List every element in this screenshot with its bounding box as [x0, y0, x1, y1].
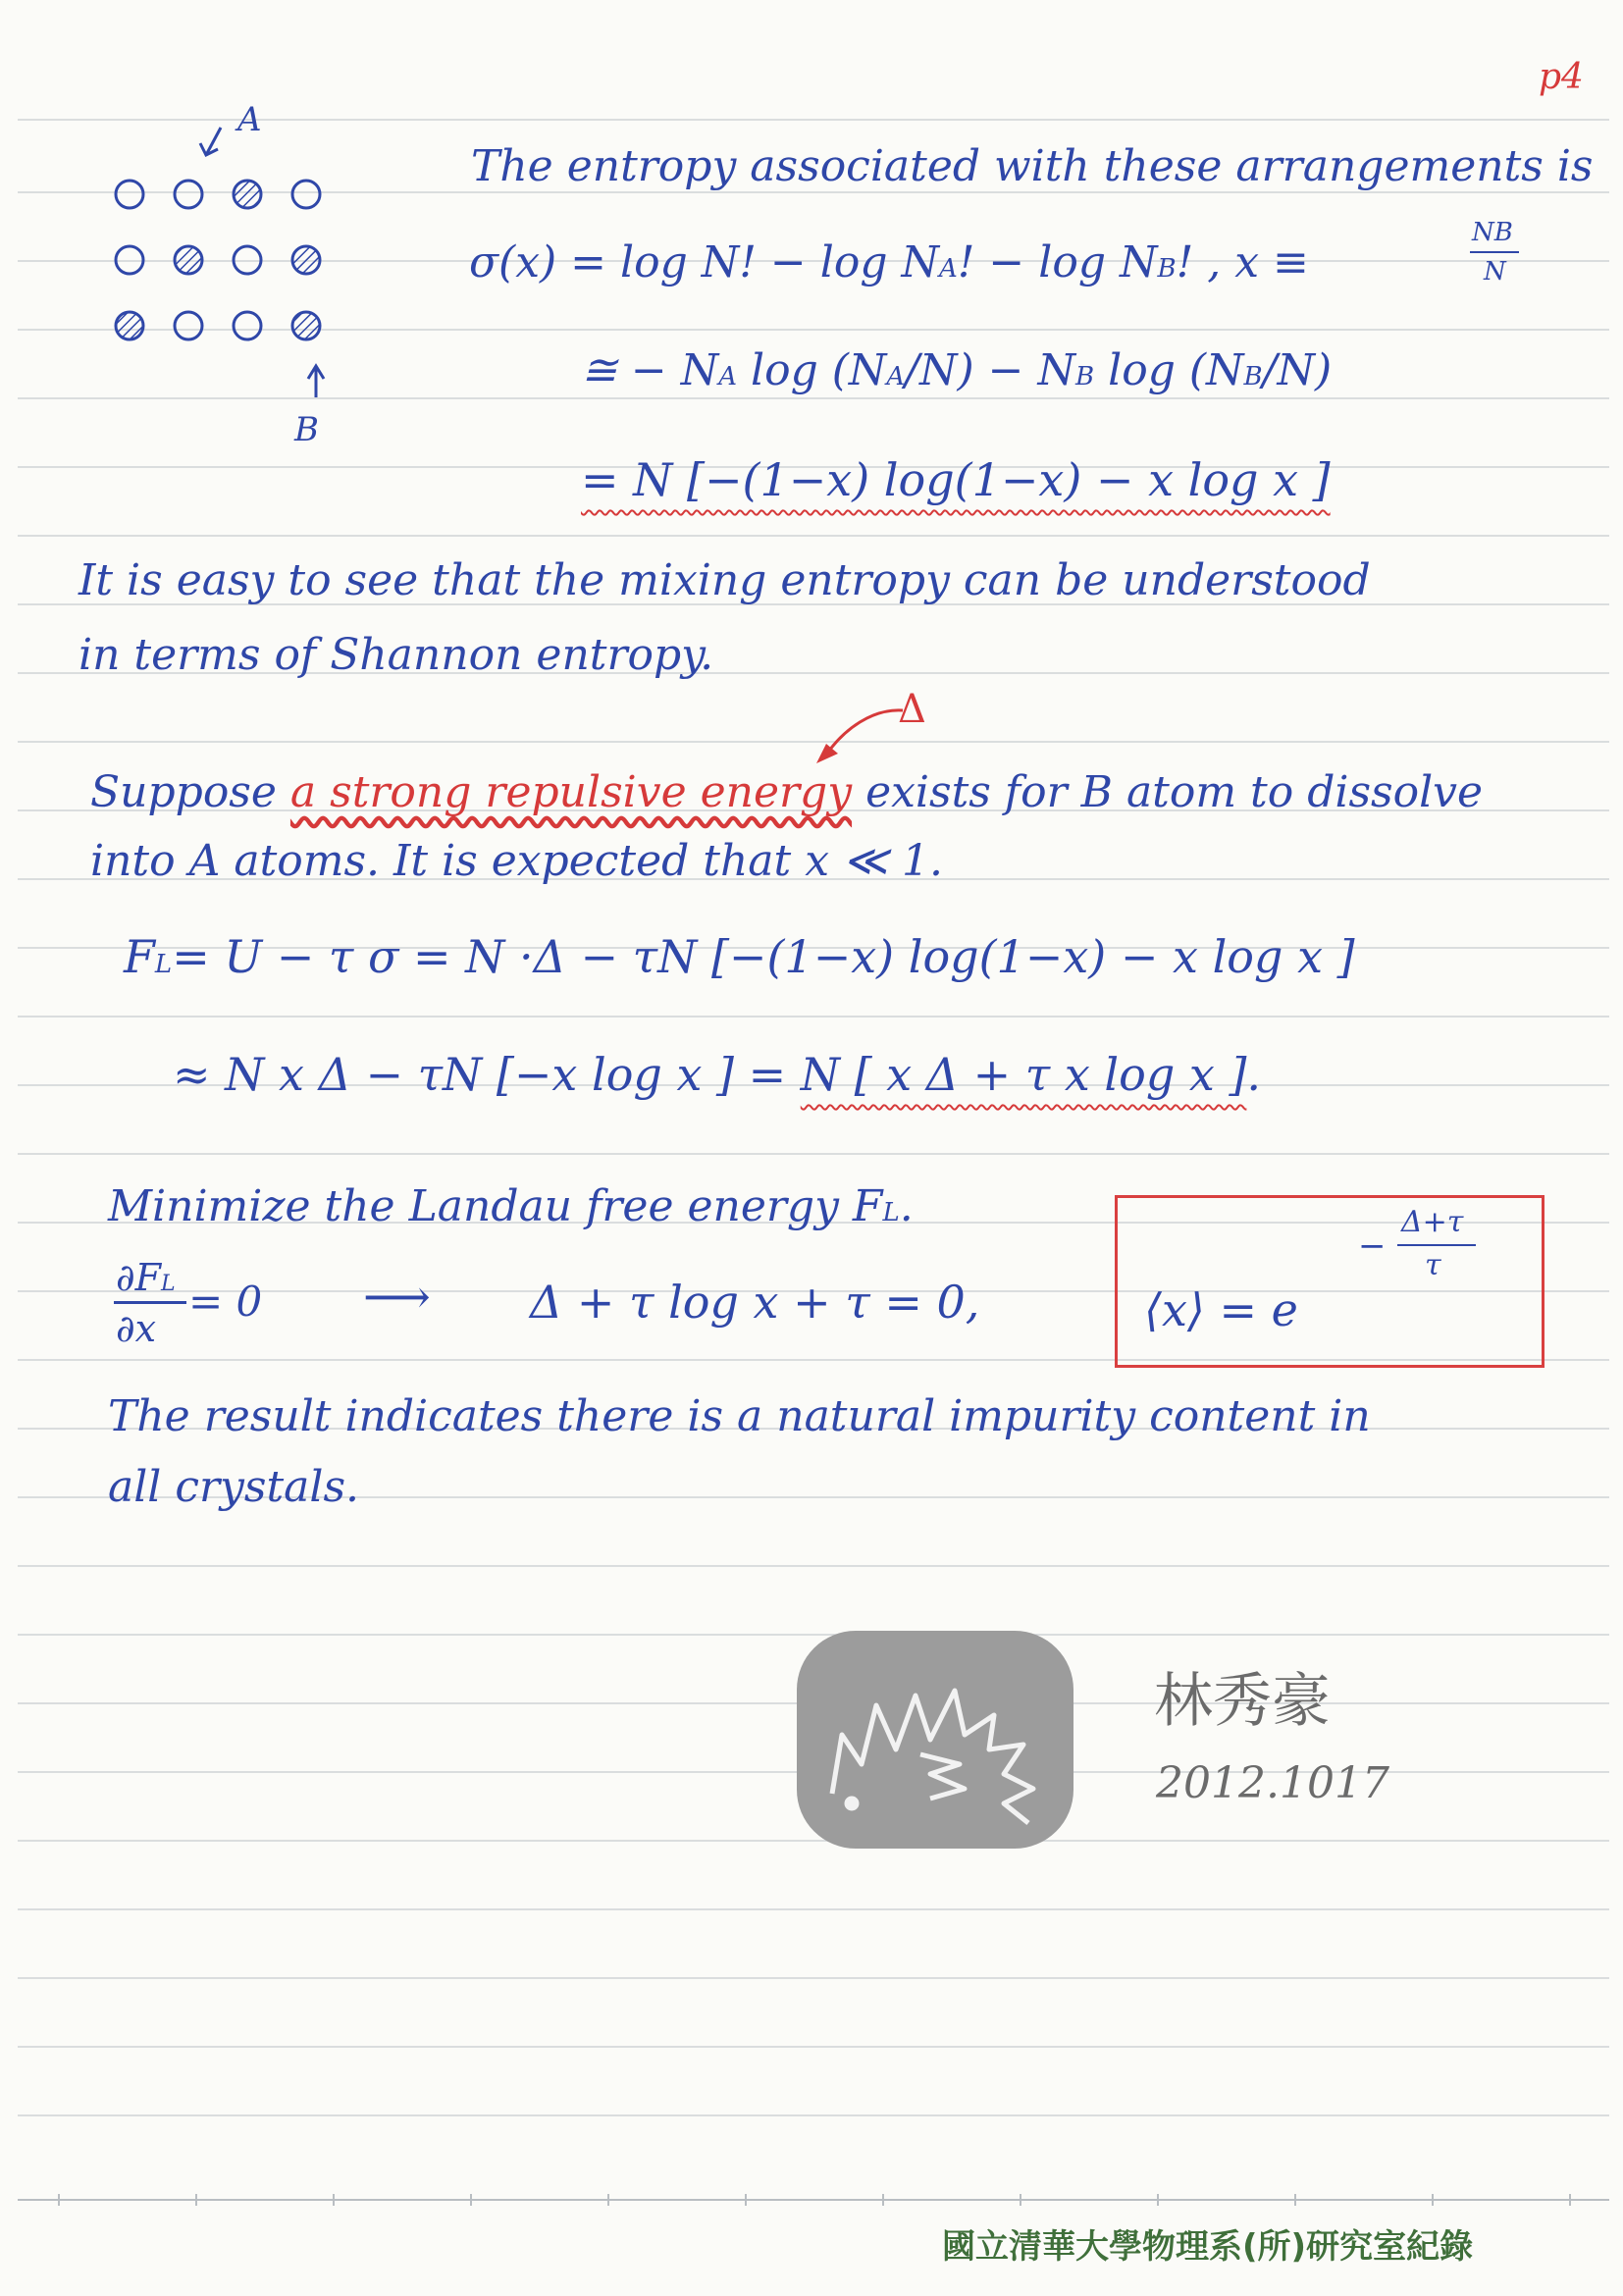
exponent-numerator: Δ+τ — [1401, 1205, 1464, 1239]
exponent-bar — [1397, 1244, 1476, 1246]
signature-name: 林秀豪 — [1154, 1667, 1331, 1736]
paragraph-result-b: all crystals. — [108, 1462, 360, 1512]
signature-date: 2012.1017 — [1156, 1758, 1389, 1808]
derivative-numerator: ∂FL — [116, 1256, 176, 1299]
exponent-minus: − — [1358, 1226, 1387, 1266]
fraction-nb: NB — [1472, 218, 1513, 247]
minimize-line: Minimize the Landau free energy FL. — [108, 1181, 914, 1231]
label-b: B — [294, 410, 319, 449]
derivative-equals-zero: = 0 — [188, 1278, 263, 1326]
fraction-n: N — [1484, 257, 1506, 287]
atom-circles — [116, 181, 320, 339]
notebook-footer: 國立清華大學物理系(所)研究室紀錄 — [942, 2227, 1474, 2267]
free-energy-equation: FL= U − τ σ = N ·Δ − τN [−(1−x) log(1−x) − x log x ] — [124, 930, 1355, 983]
paragraph-suppose-b: into A atoms. It is expected that x ≪ 1. — [90, 836, 944, 886]
approx-equation-line: ≅ − NA log (NA/N) − NB log (NB/N) — [581, 345, 1333, 395]
mixing-entropy-result: = N [−(1−x) log(1−x) − x log x ] — [581, 453, 1331, 506]
atom-arrangement-diagram — [98, 98, 363, 471]
entropy-equation-line: σ(x) = log N! − log NA! − log NB! , x ≡ — [469, 237, 1309, 287]
label-a: A — [237, 100, 262, 139]
fraction-bar — [1470, 251, 1519, 253]
result-expression: ⟨x⟩ = e — [1144, 1283, 1298, 1336]
paragraph-suppose-a: Suppose a strong repulsive energy exists for B atom to dissolve — [90, 767, 1484, 817]
implies-arrow: ⟶ — [363, 1270, 431, 1325]
delta-annotation: Δ — [898, 687, 926, 732]
paragraph-result-a: The result indicates there is a natural impurity content in — [108, 1391, 1371, 1441]
minimum-condition: Δ + τ log x + τ = 0, — [530, 1276, 980, 1329]
derivative-bar — [114, 1301, 186, 1304]
paragraph-mixing-a: It is easy to see that the mixing entropy can be understood — [79, 555, 1371, 605]
page-number: p4 — [1539, 57, 1584, 97]
entropy-intro-line: The entropy associated with these arrangements is — [471, 141, 1594, 191]
paragraph-mixing-b: in terms of Shannon entropy. — [79, 630, 714, 680]
free-energy-approx: ≈ N x Δ − τN [−x log x ] = N [ x Δ + τ x log x ]. — [173, 1048, 1262, 1101]
hedgehog-stamp — [793, 1627, 1077, 1852]
delta-arrow — [805, 699, 913, 777]
derivative-denominator: ∂x — [116, 1307, 157, 1350]
result-box — [1115, 1195, 1544, 1368]
exponent-denominator: τ — [1425, 1248, 1441, 1282]
